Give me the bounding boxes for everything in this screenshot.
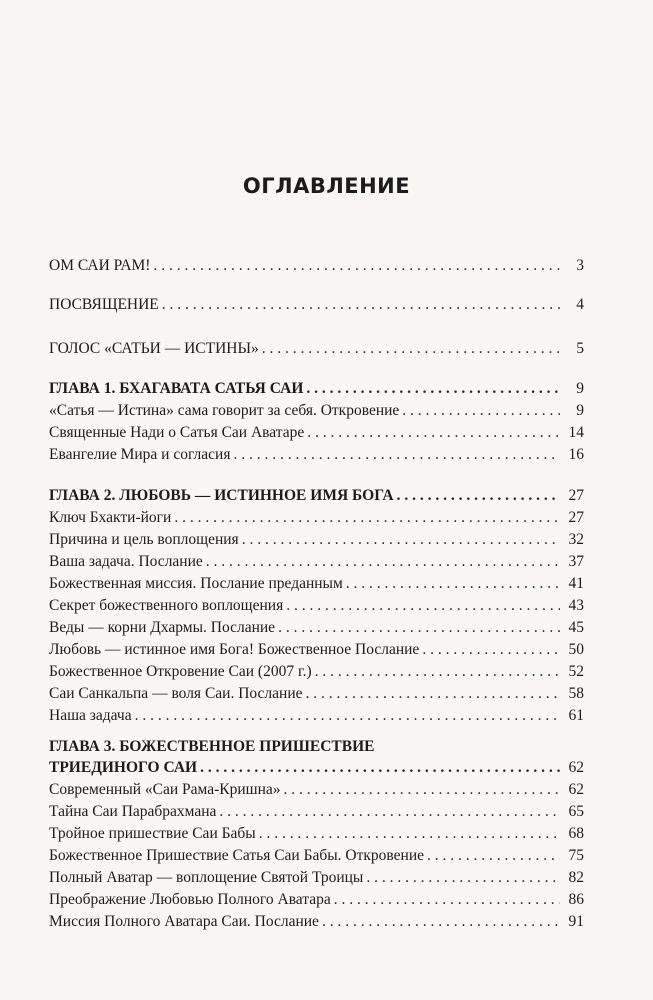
toc-entry-label: Современный «Саи Рама-Кришна»	[49, 781, 281, 798]
toc-entry-label: Божественная миссия. Послание преданным	[49, 575, 343, 592]
toc-entry[interactable]	[49, 912, 584, 932]
toc-entry-page: 5	[576, 340, 584, 357]
leader-dots	[219, 802, 560, 822]
leader-dots	[322, 912, 560, 932]
leader-dots	[402, 401, 560, 421]
toc-entry-label: ПОСВЯЩЕНИЕ	[49, 296, 159, 313]
toc-entry[interactable]	[49, 640, 584, 660]
toc-entry[interactable]	[49, 780, 584, 800]
toc-entry-label: Секрет божественного воплощения	[49, 597, 284, 614]
toc-entry-label: Тайна Саи Парабрахмана	[49, 803, 217, 820]
toc-entry[interactable]	[49, 706, 584, 726]
toc-entry-page: 4	[576, 296, 584, 313]
leader-dots	[259, 824, 560, 844]
leader-dots	[286, 596, 560, 616]
toc-entry[interactable]	[49, 684, 584, 704]
toc-chapter-1[interactable]	[49, 379, 584, 399]
toc-entry-page: 9	[576, 402, 584, 419]
toc-entry-page: 32	[568, 531, 584, 548]
leader-dots	[200, 758, 560, 778]
leader-dots	[315, 662, 560, 682]
leader-dots	[135, 706, 560, 726]
toc-entry-label: Божественное Откровение Саи (2007 г.)	[49, 663, 312, 680]
toc-entry-label: «Сатья — Истина» сама говорит за себя. Откровение	[49, 402, 400, 419]
toc-entry-voice-of-satya[interactable]	[49, 339, 584, 359]
leader-dots	[307, 423, 560, 443]
toc-entry-label: Веды — корни Дхармы. Послание	[49, 619, 276, 636]
toc-entry-page: 62	[568, 781, 584, 798]
leader-dots	[306, 684, 561, 704]
leader-dots	[306, 379, 560, 399]
toc-entry-page: 62	[568, 759, 584, 776]
toc-entry-page: 37	[568, 553, 584, 570]
toc-entry-label: Тройное пришествие Саи Бабы	[49, 825, 256, 842]
toc-entry-page: 68	[568, 825, 584, 842]
chapter-heading: ГЛАВА 2. ЛЮБОВЬ — ИСТИННОЕ ИМЯ БОГА	[49, 487, 394, 504]
toc-entry-label: Миссия Полного Аватара Саи. Послание	[49, 913, 319, 930]
toc-entry-label: Наша задача	[49, 707, 132, 724]
toc-entry-label: Божественное Пришествие Сатья Саи Бабы. Откровение	[49, 847, 424, 864]
leader-dots	[346, 574, 560, 594]
chapter-heading: ГЛАВА 1. БХАГАВАТА САТЬЯ САИ	[49, 380, 304, 397]
toc-entry-label: Полный Аватар — воплощение Святой Троицы	[49, 869, 364, 886]
leader-dots	[233, 445, 560, 465]
toc-entry-page: 86	[568, 891, 584, 908]
page-title: ОГЛАВЛЕНИЕ	[242, 174, 411, 198]
toc-entry-dedication[interactable]	[49, 295, 584, 315]
chapter-heading: ТРИЕДИНОГО САИ	[49, 759, 198, 776]
leader-dots	[366, 868, 560, 888]
toc-entry[interactable]	[49, 445, 584, 465]
toc-entry-page: 91	[568, 913, 584, 930]
toc-entry[interactable]	[49, 530, 584, 550]
toc-entry-page: 65	[568, 803, 584, 820]
leader-dots	[427, 846, 560, 866]
toc-entry-page: 82	[568, 869, 584, 886]
leader-dots	[262, 339, 560, 359]
toc-entry[interactable]	[49, 596, 584, 616]
toc-entry[interactable]	[49, 662, 584, 682]
toc-entry[interactable]	[49, 802, 584, 822]
leader-dots	[242, 530, 560, 550]
toc-entry-label: Ключ Бхакти-йоги	[49, 509, 172, 526]
toc-entry[interactable]	[49, 423, 584, 443]
toc-entry[interactable]	[49, 846, 584, 866]
leader-dots	[174, 508, 560, 528]
leader-dots	[162, 295, 560, 315]
leader-dots	[422, 640, 560, 660]
toc-entry-page: 14	[568, 424, 584, 441]
leader-dots	[278, 618, 560, 638]
toc-entry-label: Причина и цель воплощения	[49, 531, 239, 548]
leader-dots	[334, 890, 560, 910]
toc-entry-label: Ваша задача. Послание	[49, 553, 203, 570]
toc-entry-page: 27	[568, 487, 584, 504]
toc-entry[interactable]	[49, 552, 584, 572]
toc-entry-page: 41	[568, 575, 584, 592]
leader-dots	[397, 486, 560, 506]
toc-entry-page: 16	[568, 446, 584, 463]
toc-entry-label: Священные Нади о Сатья Саи Аватаре	[49, 424, 305, 441]
toc-entry-label: Саи Санкальпа — воля Саи. Послание	[49, 685, 303, 702]
toc-chapter-2[interactable]	[49, 486, 584, 506]
toc-entry-label: Евангелие Мира и согласия	[49, 446, 231, 463]
toc-entry-om-sai-ram[interactable]	[49, 256, 584, 276]
toc-entry-label: ОМ САИ РАМ!	[49, 257, 151, 274]
chapter-heading-line1: ГЛАВА 3. БОЖЕСТВЕННОЕ ПРИШЕСТВИЕ	[49, 738, 375, 755]
toc-entry-label: Преображение Любовью Полного Аватара	[49, 891, 331, 908]
toc-entry-page: 61	[568, 707, 584, 724]
toc-chapter-3[interactable]	[49, 758, 584, 778]
toc-entry[interactable]	[49, 890, 584, 910]
toc-entry-page: 27	[568, 509, 584, 526]
toc-entry-label: Любовь — истинное имя Бога! Божественное Послание	[49, 641, 420, 658]
leader-dots	[284, 780, 560, 800]
toc-entry-label: ГОЛОС «САТЬИ — ИСТИНЫ»	[49, 340, 259, 357]
toc-entry[interactable]	[49, 574, 584, 594]
toc-entry[interactable]	[49, 508, 584, 528]
toc-entry-page: 58	[568, 685, 584, 702]
toc-entry-page: 3	[576, 257, 584, 274]
toc-entry[interactable]	[49, 824, 584, 844]
leader-dots	[153, 256, 560, 276]
toc-entry-page: 75	[568, 847, 584, 864]
toc-entry-page: 50	[568, 641, 584, 658]
toc-entry[interactable]	[49, 618, 584, 638]
toc-entry[interactable]	[49, 868, 584, 888]
toc-entry[interactable]	[49, 401, 584, 421]
toc-entry-page: 52	[568, 663, 584, 680]
toc-entry-page: 43	[568, 597, 584, 614]
toc-entry-page: 45	[568, 619, 584, 636]
toc-entry-page: 9	[576, 380, 584, 397]
leader-dots	[206, 552, 560, 572]
